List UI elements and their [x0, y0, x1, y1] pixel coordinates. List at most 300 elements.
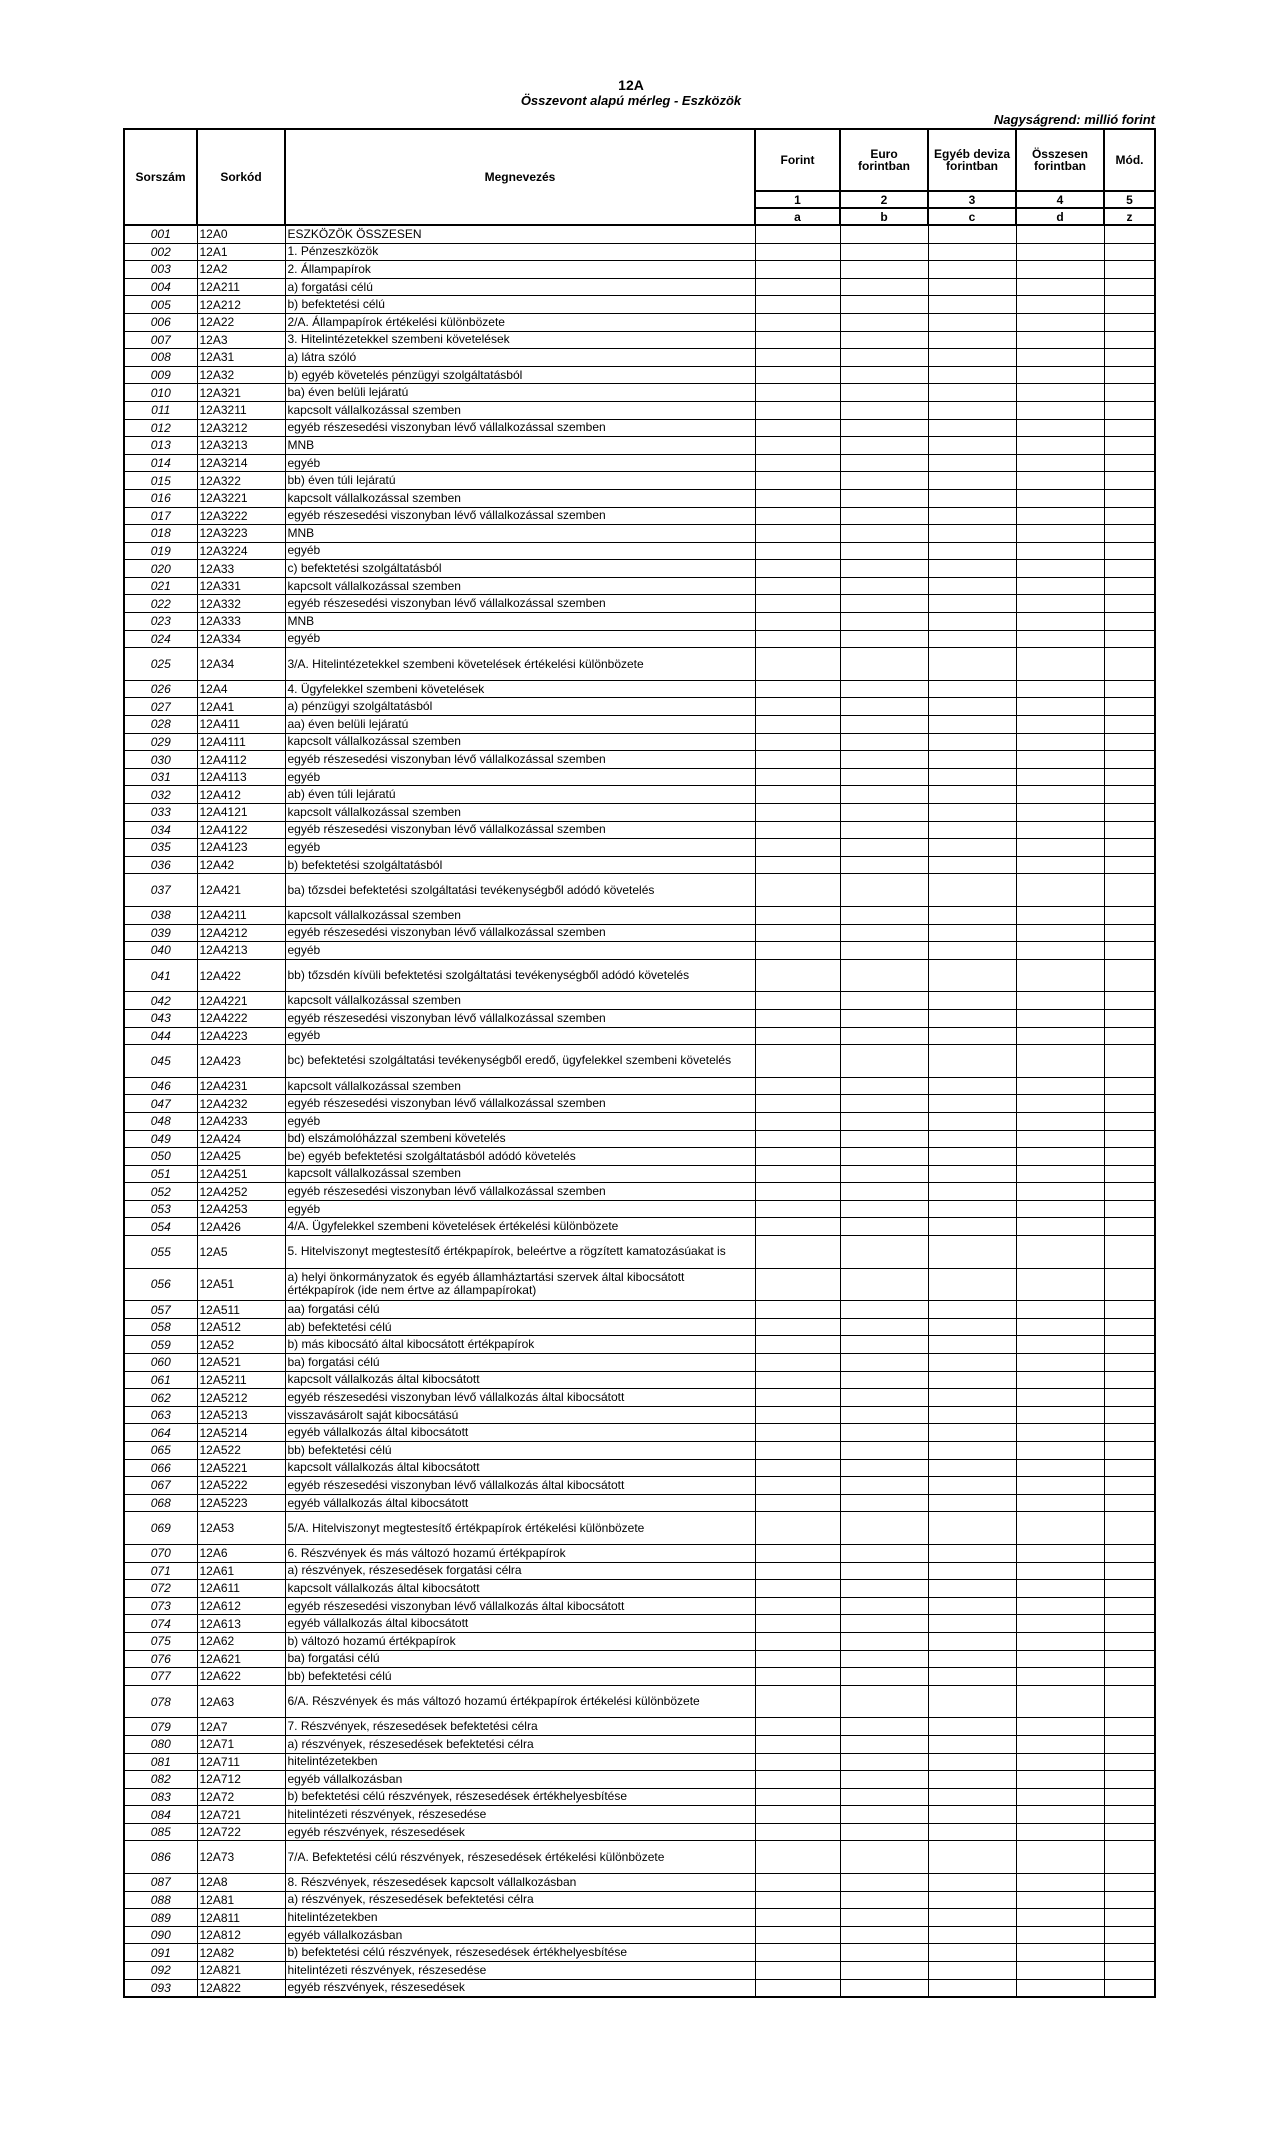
cell-euro[interactable] [840, 1512, 928, 1545]
cell-euro[interactable] [840, 1891, 928, 1909]
cell-euro[interactable] [840, 1389, 928, 1407]
cell-egyeb-deviza[interactable] [928, 419, 1016, 437]
cell-egyeb-deviza[interactable] [928, 1979, 1016, 1997]
cell-osszesen[interactable] [1016, 1580, 1104, 1598]
cell-mod[interactable] [1104, 331, 1155, 349]
cell-mod[interactable] [1104, 1130, 1155, 1148]
cell-osszesen[interactable] [1016, 1874, 1104, 1892]
cell-euro[interactable] [840, 1406, 928, 1424]
cell-forint[interactable] [755, 1979, 840, 1997]
cell-osszesen[interactable] [1016, 804, 1104, 822]
cell-egyeb-deviza[interactable] [928, 1771, 1016, 1789]
cell-euro[interactable] [840, 1354, 928, 1372]
cell-osszesen[interactable] [1016, 1336, 1104, 1354]
cell-egyeb-deviza[interactable] [928, 1926, 1016, 1944]
cell-osszesen[interactable] [1016, 821, 1104, 839]
cell-egyeb-deviza[interactable] [928, 733, 1016, 751]
cell-forint[interactable] [755, 1112, 840, 1130]
cell-egyeb-deviza[interactable] [928, 942, 1016, 960]
cell-mod[interactable] [1104, 1027, 1155, 1045]
cell-forint[interactable] [755, 1806, 840, 1824]
cell-euro[interactable] [840, 1841, 928, 1874]
cell-euro[interactable] [840, 1788, 928, 1806]
cell-osszesen[interactable] [1016, 1200, 1104, 1218]
cell-euro[interactable] [840, 454, 928, 472]
cell-osszesen[interactable] [1016, 472, 1104, 490]
cell-euro[interactable] [840, 419, 928, 437]
cell-egyeb-deviza[interactable] [928, 1562, 1016, 1580]
cell-euro[interactable] [840, 577, 928, 595]
cell-forint[interactable] [755, 313, 840, 331]
cell-forint[interactable] [755, 1477, 840, 1495]
cell-osszesen[interactable] [1016, 1788, 1104, 1806]
cell-mod[interactable] [1104, 1200, 1155, 1218]
cell-egyeb-deviza[interactable] [928, 313, 1016, 331]
cell-egyeb-deviza[interactable] [928, 804, 1016, 822]
cell-forint[interactable] [755, 243, 840, 261]
cell-egyeb-deviza[interactable] [928, 1735, 1016, 1753]
cell-osszesen[interactable] [1016, 261, 1104, 279]
cell-mod[interactable] [1104, 595, 1155, 613]
cell-forint[interactable] [755, 577, 840, 595]
cell-forint[interactable] [755, 959, 840, 992]
cell-mod[interactable] [1104, 1218, 1155, 1236]
cell-egyeb-deviza[interactable] [928, 1685, 1016, 1718]
cell-mod[interactable] [1104, 489, 1155, 507]
cell-osszesen[interactable] [1016, 1891, 1104, 1909]
cell-forint[interactable] [755, 261, 840, 279]
cell-egyeb-deviza[interactable] [928, 924, 1016, 942]
cell-egyeb-deviza[interactable] [928, 296, 1016, 314]
cell-euro[interactable] [840, 751, 928, 769]
cell-mod[interactable] [1104, 401, 1155, 419]
cell-mod[interactable] [1104, 1788, 1155, 1806]
cell-mod[interactable] [1104, 716, 1155, 734]
cell-egyeb-deviza[interactable] [928, 1045, 1016, 1078]
cell-euro[interactable] [840, 1962, 928, 1980]
cell-osszesen[interactable] [1016, 1268, 1104, 1301]
cell-egyeb-deviza[interactable] [928, 1183, 1016, 1201]
cell-osszesen[interactable] [1016, 437, 1104, 455]
cell-osszesen[interactable] [1016, 648, 1104, 681]
cell-mod[interactable] [1104, 366, 1155, 384]
cell-osszesen[interactable] [1016, 225, 1104, 243]
cell-euro[interactable] [840, 1735, 928, 1753]
cell-mod[interactable] [1104, 1009, 1155, 1027]
cell-egyeb-deviza[interactable] [928, 1650, 1016, 1668]
cell-euro[interactable] [840, 856, 928, 874]
cell-mod[interactable] [1104, 1753, 1155, 1771]
cell-euro[interactable] [840, 680, 928, 698]
cell-mod[interactable] [1104, 225, 1155, 243]
cell-egyeb-deviza[interactable] [928, 1095, 1016, 1113]
cell-forint[interactable] [755, 454, 840, 472]
cell-euro[interactable] [840, 1218, 928, 1236]
cell-egyeb-deviza[interactable] [928, 1442, 1016, 1460]
cell-mod[interactable] [1104, 1424, 1155, 1442]
cell-egyeb-deviza[interactable] [928, 1841, 1016, 1874]
cell-forint[interactable] [755, 1580, 840, 1598]
cell-euro[interactable] [840, 472, 928, 490]
cell-mod[interactable] [1104, 560, 1155, 578]
cell-egyeb-deviza[interactable] [928, 1165, 1016, 1183]
cell-osszesen[interactable] [1016, 1389, 1104, 1407]
cell-euro[interactable] [840, 1077, 928, 1095]
cell-mod[interactable] [1104, 1632, 1155, 1650]
cell-mod[interactable] [1104, 313, 1155, 331]
cell-egyeb-deviza[interactable] [928, 613, 1016, 631]
cell-mod[interactable] [1104, 437, 1155, 455]
cell-egyeb-deviza[interactable] [928, 1753, 1016, 1771]
cell-egyeb-deviza[interactable] [928, 1891, 1016, 1909]
cell-euro[interactable] [840, 733, 928, 751]
cell-forint[interactable] [755, 630, 840, 648]
cell-euro[interactable] [840, 1597, 928, 1615]
cell-forint[interactable] [755, 1389, 840, 1407]
cell-euro[interactable] [840, 959, 928, 992]
cell-osszesen[interactable] [1016, 1632, 1104, 1650]
cell-euro[interactable] [840, 243, 928, 261]
cell-egyeb-deviza[interactable] [928, 1909, 1016, 1927]
cell-mod[interactable] [1104, 1301, 1155, 1319]
cell-euro[interactable] [840, 1771, 928, 1789]
cell-osszesen[interactable] [1016, 1718, 1104, 1736]
cell-mod[interactable] [1104, 1891, 1155, 1909]
cell-forint[interactable] [755, 1459, 840, 1477]
cell-osszesen[interactable] [1016, 1027, 1104, 1045]
cell-mod[interactable] [1104, 733, 1155, 751]
cell-euro[interactable] [840, 1650, 928, 1668]
cell-euro[interactable] [840, 1301, 928, 1319]
cell-mod[interactable] [1104, 1165, 1155, 1183]
cell-forint[interactable] [755, 542, 840, 560]
cell-euro[interactable] [840, 1979, 928, 1997]
cell-euro[interactable] [840, 992, 928, 1010]
cell-euro[interactable] [840, 261, 928, 279]
cell-euro[interactable] [840, 1336, 928, 1354]
cell-euro[interactable] [840, 1632, 928, 1650]
cell-osszesen[interactable] [1016, 698, 1104, 716]
cell-forint[interactable] [755, 1597, 840, 1615]
cell-mod[interactable] [1104, 1909, 1155, 1927]
cell-forint[interactable] [755, 1200, 840, 1218]
cell-mod[interactable] [1104, 1459, 1155, 1477]
cell-euro[interactable] [840, 1494, 928, 1512]
cell-mod[interactable] [1104, 1668, 1155, 1686]
cell-egyeb-deviza[interactable] [928, 1477, 1016, 1495]
cell-euro[interactable] [840, 942, 928, 960]
cell-osszesen[interactable] [1016, 959, 1104, 992]
cell-osszesen[interactable] [1016, 1512, 1104, 1545]
cell-egyeb-deviza[interactable] [928, 507, 1016, 525]
cell-forint[interactable] [755, 1354, 840, 1372]
cell-osszesen[interactable] [1016, 1477, 1104, 1495]
cell-mod[interactable] [1104, 1615, 1155, 1633]
cell-euro[interactable] [840, 1183, 928, 1201]
cell-forint[interactable] [755, 942, 840, 960]
cell-egyeb-deviza[interactable] [928, 1130, 1016, 1148]
cell-euro[interactable] [840, 331, 928, 349]
cell-forint[interactable] [755, 1165, 840, 1183]
cell-egyeb-deviza[interactable] [928, 1009, 1016, 1027]
cell-osszesen[interactable] [1016, 296, 1104, 314]
cell-forint[interactable] [755, 716, 840, 734]
cell-mod[interactable] [1104, 1406, 1155, 1424]
cell-forint[interactable] [755, 437, 840, 455]
cell-osszesen[interactable] [1016, 786, 1104, 804]
cell-egyeb-deviza[interactable] [928, 1389, 1016, 1407]
cell-forint[interactable] [755, 1077, 840, 1095]
cell-mod[interactable] [1104, 349, 1155, 367]
cell-egyeb-deviza[interactable] [928, 437, 1016, 455]
cell-mod[interactable] [1104, 1236, 1155, 1269]
cell-euro[interactable] [840, 542, 928, 560]
cell-osszesen[interactable] [1016, 1909, 1104, 1927]
cell-osszesen[interactable] [1016, 1806, 1104, 1824]
cell-egyeb-deviza[interactable] [928, 992, 1016, 1010]
cell-forint[interactable] [755, 1962, 840, 1980]
cell-forint[interactable] [755, 786, 840, 804]
cell-mod[interactable] [1104, 768, 1155, 786]
cell-egyeb-deviza[interactable] [928, 768, 1016, 786]
cell-forint[interactable] [755, 613, 840, 631]
cell-osszesen[interactable] [1016, 680, 1104, 698]
cell-euro[interactable] [840, 1027, 928, 1045]
cell-mod[interactable] [1104, 1477, 1155, 1495]
cell-euro[interactable] [840, 1459, 928, 1477]
cell-forint[interactable] [755, 768, 840, 786]
cell-forint[interactable] [755, 1753, 840, 1771]
cell-forint[interactable] [755, 1336, 840, 1354]
cell-egyeb-deviza[interactable] [928, 1268, 1016, 1301]
cell-osszesen[interactable] [1016, 1841, 1104, 1874]
cell-egyeb-deviza[interactable] [928, 1615, 1016, 1633]
cell-mod[interactable] [1104, 507, 1155, 525]
cell-euro[interactable] [840, 1685, 928, 1718]
cell-forint[interactable] [755, 924, 840, 942]
cell-forint[interactable] [755, 1615, 840, 1633]
cell-euro[interactable] [840, 1442, 928, 1460]
cell-forint[interactable] [755, 1823, 840, 1841]
cell-mod[interactable] [1104, 525, 1155, 543]
cell-euro[interactable] [840, 1823, 928, 1841]
cell-egyeb-deviza[interactable] [928, 1336, 1016, 1354]
cell-egyeb-deviza[interactable] [928, 1580, 1016, 1598]
cell-mod[interactable] [1104, 1806, 1155, 1824]
cell-forint[interactable] [755, 1771, 840, 1789]
cell-mod[interactable] [1104, 1045, 1155, 1078]
cell-egyeb-deviza[interactable] [928, 560, 1016, 578]
cell-egyeb-deviza[interactable] [928, 1806, 1016, 1824]
cell-forint[interactable] [755, 1045, 840, 1078]
cell-forint[interactable] [755, 1371, 840, 1389]
cell-forint[interactable] [755, 1424, 840, 1442]
cell-forint[interactable] [755, 1668, 840, 1686]
cell-mod[interactable] [1104, 542, 1155, 560]
cell-egyeb-deviza[interactable] [928, 1962, 1016, 1980]
cell-egyeb-deviza[interactable] [928, 1944, 1016, 1962]
cell-egyeb-deviza[interactable] [928, 648, 1016, 681]
cell-euro[interactable] [840, 1874, 928, 1892]
cell-osszesen[interactable] [1016, 1615, 1104, 1633]
cell-egyeb-deviza[interactable] [928, 1544, 1016, 1562]
cell-osszesen[interactable] [1016, 243, 1104, 261]
cell-egyeb-deviza[interactable] [928, 751, 1016, 769]
cell-mod[interactable] [1104, 821, 1155, 839]
cell-egyeb-deviza[interactable] [928, 630, 1016, 648]
cell-egyeb-deviza[interactable] [928, 1406, 1016, 1424]
cell-egyeb-deviza[interactable] [928, 821, 1016, 839]
cell-forint[interactable] [755, 1788, 840, 1806]
cell-forint[interactable] [755, 856, 840, 874]
cell-forint[interactable] [755, 992, 840, 1010]
cell-osszesen[interactable] [1016, 419, 1104, 437]
cell-egyeb-deviza[interactable] [928, 698, 1016, 716]
cell-osszesen[interactable] [1016, 1148, 1104, 1166]
cell-mod[interactable] [1104, 1718, 1155, 1736]
cell-mod[interactable] [1104, 856, 1155, 874]
cell-osszesen[interactable] [1016, 1459, 1104, 1477]
cell-euro[interactable] [840, 613, 928, 631]
cell-osszesen[interactable] [1016, 942, 1104, 960]
cell-euro[interactable] [840, 786, 928, 804]
cell-forint[interactable] [755, 1650, 840, 1668]
cell-euro[interactable] [840, 1318, 928, 1336]
cell-osszesen[interactable] [1016, 1218, 1104, 1236]
cell-mod[interactable] [1104, 906, 1155, 924]
cell-mod[interactable] [1104, 1336, 1155, 1354]
cell-osszesen[interactable] [1016, 1236, 1104, 1269]
cell-forint[interactable] [755, 1891, 840, 1909]
cell-forint[interactable] [755, 1236, 840, 1269]
cell-osszesen[interactable] [1016, 349, 1104, 367]
cell-osszesen[interactable] [1016, 507, 1104, 525]
cell-mod[interactable] [1104, 1926, 1155, 1944]
cell-mod[interactable] [1104, 680, 1155, 698]
cell-osszesen[interactable] [1016, 1301, 1104, 1319]
cell-osszesen[interactable] [1016, 1130, 1104, 1148]
cell-mod[interactable] [1104, 992, 1155, 1010]
cell-euro[interactable] [840, 924, 928, 942]
cell-osszesen[interactable] [1016, 1597, 1104, 1615]
cell-osszesen[interactable] [1016, 1562, 1104, 1580]
cell-forint[interactable] [755, 1318, 840, 1336]
cell-euro[interactable] [840, 630, 928, 648]
cell-euro[interactable] [840, 1668, 928, 1686]
cell-osszesen[interactable] [1016, 1650, 1104, 1668]
cell-osszesen[interactable] [1016, 1442, 1104, 1460]
cell-egyeb-deviza[interactable] [928, 1512, 1016, 1545]
cell-euro[interactable] [840, 525, 928, 543]
cell-mod[interactable] [1104, 942, 1155, 960]
cell-forint[interactable] [755, 648, 840, 681]
cell-osszesen[interactable] [1016, 542, 1104, 560]
cell-egyeb-deviza[interactable] [928, 542, 1016, 560]
cell-forint[interactable] [755, 560, 840, 578]
cell-forint[interactable] [755, 401, 840, 419]
cell-euro[interactable] [840, 1112, 928, 1130]
cell-egyeb-deviza[interactable] [928, 401, 1016, 419]
cell-euro[interactable] [840, 595, 928, 613]
cell-euro[interactable] [840, 839, 928, 857]
cell-osszesen[interactable] [1016, 1183, 1104, 1201]
cell-forint[interactable] [755, 698, 840, 716]
cell-mod[interactable] [1104, 839, 1155, 857]
cell-egyeb-deviza[interactable] [928, 261, 1016, 279]
cell-mod[interactable] [1104, 1823, 1155, 1841]
cell-forint[interactable] [755, 821, 840, 839]
cell-mod[interactable] [1104, 613, 1155, 631]
cell-egyeb-deviza[interactable] [928, 1027, 1016, 1045]
cell-egyeb-deviza[interactable] [928, 472, 1016, 490]
cell-euro[interactable] [840, 1753, 928, 1771]
cell-euro[interactable] [840, 437, 928, 455]
cell-euro[interactable] [840, 1236, 928, 1269]
cell-osszesen[interactable] [1016, 1112, 1104, 1130]
cell-osszesen[interactable] [1016, 1771, 1104, 1789]
cell-mod[interactable] [1104, 278, 1155, 296]
cell-euro[interactable] [840, 716, 928, 734]
cell-egyeb-deviza[interactable] [928, 1597, 1016, 1615]
cell-osszesen[interactable] [1016, 874, 1104, 907]
cell-egyeb-deviza[interactable] [928, 856, 1016, 874]
cell-euro[interactable] [840, 313, 928, 331]
cell-egyeb-deviza[interactable] [928, 1668, 1016, 1686]
cell-mod[interactable] [1104, 1580, 1155, 1598]
cell-euro[interactable] [840, 874, 928, 907]
cell-mod[interactable] [1104, 1442, 1155, 1460]
cell-osszesen[interactable] [1016, 1685, 1104, 1718]
cell-egyeb-deviza[interactable] [928, 1424, 1016, 1442]
cell-euro[interactable] [840, 1371, 928, 1389]
cell-forint[interactable] [755, 331, 840, 349]
cell-euro[interactable] [840, 906, 928, 924]
cell-egyeb-deviza[interactable] [928, 384, 1016, 402]
cell-euro[interactable] [840, 1926, 928, 1944]
cell-osszesen[interactable] [1016, 992, 1104, 1010]
cell-egyeb-deviza[interactable] [928, 1459, 1016, 1477]
cell-euro[interactable] [840, 507, 928, 525]
cell-egyeb-deviza[interactable] [928, 1318, 1016, 1336]
cell-mod[interactable] [1104, 751, 1155, 769]
cell-osszesen[interactable] [1016, 839, 1104, 857]
cell-mod[interactable] [1104, 804, 1155, 822]
cell-forint[interactable] [755, 384, 840, 402]
cell-euro[interactable] [840, 1165, 928, 1183]
cell-egyeb-deviza[interactable] [928, 278, 1016, 296]
cell-euro[interactable] [840, 366, 928, 384]
cell-forint[interactable] [755, 839, 840, 857]
cell-osszesen[interactable] [1016, 1944, 1104, 1962]
cell-egyeb-deviza[interactable] [928, 225, 1016, 243]
cell-osszesen[interactable] [1016, 1406, 1104, 1424]
cell-mod[interactable] [1104, 577, 1155, 595]
cell-euro[interactable] [840, 1718, 928, 1736]
cell-forint[interactable] [755, 1406, 840, 1424]
cell-forint[interactable] [755, 906, 840, 924]
cell-mod[interactable] [1104, 261, 1155, 279]
cell-egyeb-deviza[interactable] [928, 906, 1016, 924]
cell-mod[interactable] [1104, 698, 1155, 716]
cell-mod[interactable] [1104, 1389, 1155, 1407]
cell-euro[interactable] [840, 648, 928, 681]
cell-forint[interactable] [755, 1718, 840, 1736]
cell-mod[interactable] [1104, 1841, 1155, 1874]
cell-mod[interactable] [1104, 648, 1155, 681]
cell-egyeb-deviza[interactable] [928, 874, 1016, 907]
cell-forint[interactable] [755, 1512, 840, 1545]
cell-forint[interactable] [755, 1944, 840, 1962]
